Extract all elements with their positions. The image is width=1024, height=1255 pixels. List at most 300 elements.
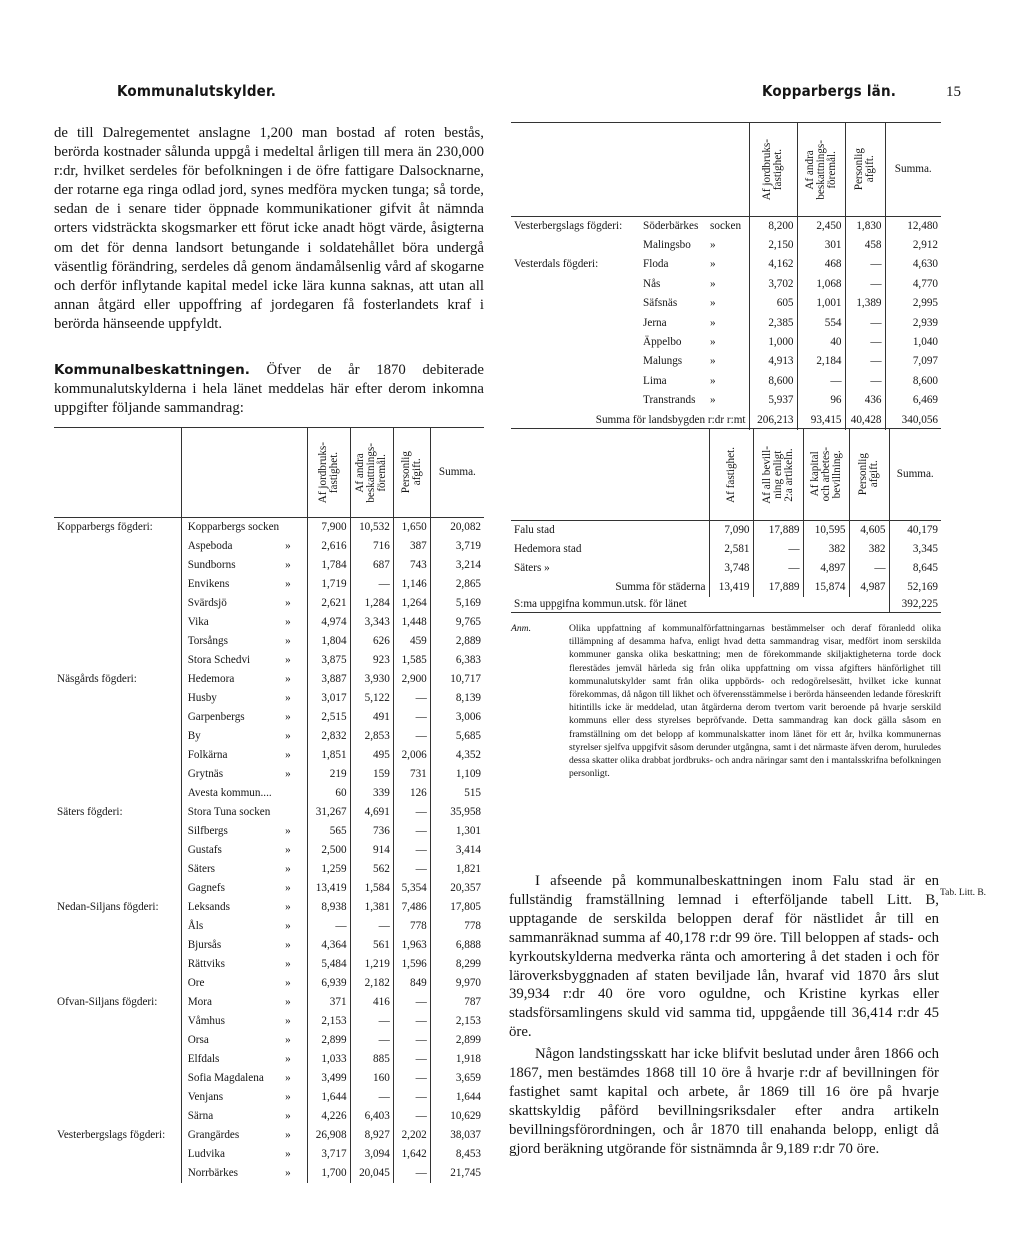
ditto-cell: » xyxy=(285,957,291,970)
place-cell: Stora Tuna socken xyxy=(181,803,282,822)
value-cell: 2,515 xyxy=(307,708,350,727)
value-cell: 1,000 xyxy=(749,333,797,352)
district-cell xyxy=(54,708,181,727)
value-cell: 6,403 xyxy=(350,1107,393,1126)
table-row xyxy=(511,236,941,255)
place-cell: Leksands xyxy=(181,898,282,917)
district-cell xyxy=(511,391,637,410)
value-cell: 1,109 xyxy=(430,765,484,784)
value-cell: 4,352 xyxy=(430,746,484,765)
value-cell: 8,200 xyxy=(749,217,797,236)
place-cell: Bjursås xyxy=(181,936,282,955)
value-cell: — xyxy=(845,275,885,294)
table-row xyxy=(511,313,941,332)
ditto-cell: » xyxy=(285,710,291,723)
value-cell: 8,645 xyxy=(889,559,941,578)
place-cell: Folkärna xyxy=(181,746,282,765)
district-cell: Kopparbergs fögderi: xyxy=(57,520,153,533)
district-cell xyxy=(54,556,181,575)
value-cell: 2,006 xyxy=(393,746,430,765)
ditto-cell: » xyxy=(285,1128,291,1141)
place-cell: Säters xyxy=(181,860,282,879)
value-cell: — xyxy=(393,822,430,841)
value-cell: 5,484 xyxy=(307,955,350,974)
value-cell: 159 xyxy=(350,765,393,784)
ditto-cell: » xyxy=(285,900,291,913)
table-row xyxy=(54,898,484,917)
col-header: Af andra beskattnings- föremål. xyxy=(803,139,838,200)
value-cell: 2,150 xyxy=(749,236,797,255)
value-cell: — xyxy=(393,727,430,746)
value-cell: 96 xyxy=(797,391,845,410)
value-cell: 4,897 xyxy=(803,559,849,578)
page-number: 15 xyxy=(946,84,961,100)
value-cell: 562 xyxy=(350,860,393,879)
value-cell: 8,299 xyxy=(430,955,484,974)
place-cell: Floda xyxy=(643,258,669,271)
col-header: Summa. xyxy=(885,123,941,217)
ditto-cell: » xyxy=(710,277,716,290)
value-cell: 17,889 xyxy=(753,521,803,540)
value-cell: 1,040 xyxy=(885,333,941,352)
value-cell: 687 xyxy=(350,556,393,575)
place-cell: Malingsbo xyxy=(643,239,691,252)
total-cell: 40,428 xyxy=(845,410,885,430)
value-cell: 1,918 xyxy=(430,1050,484,1069)
table-row xyxy=(511,540,941,559)
value-cell: 2,621 xyxy=(307,594,350,613)
value-cell: 7,090 xyxy=(709,521,753,540)
district-cell xyxy=(54,1031,181,1050)
value-cell: 605 xyxy=(749,294,797,313)
value-cell: 2,184 xyxy=(797,352,845,371)
place-cell: Torsångs xyxy=(181,632,282,651)
value-cell: — xyxy=(393,708,430,727)
table-row xyxy=(54,651,484,670)
value-cell: — xyxy=(393,1012,430,1031)
running-header-left: Kommunalutskylder. xyxy=(117,82,277,100)
place-cell: Säfsnäs xyxy=(643,297,678,310)
value-cell: 495 xyxy=(350,746,393,765)
subtotal-cell: 17,889 xyxy=(753,578,803,597)
table-row xyxy=(54,537,484,556)
place-cell: Hedemora stad xyxy=(514,542,582,555)
ditto-cell: » xyxy=(285,558,291,571)
district-cell xyxy=(54,1050,181,1069)
value-cell: 4,226 xyxy=(307,1107,350,1126)
subtotal-cell: 4,987 xyxy=(849,578,889,597)
district-cell xyxy=(54,936,181,955)
col-header: Af all bevill- ning enligt 2:a artikeln. xyxy=(760,445,795,504)
municipal-tax-table-cont xyxy=(511,122,941,430)
district-cell xyxy=(54,1069,181,1088)
right-paragraph-2: Någon landstingsskatt har icke blifvit beslutad under åren 1866 och 1867, men bestämdes 1868 till 10 öre å hvarje r:dr af bevillningen för fastighet samt kapital och arbete, år 1869 till 16 öre på hvarje skattskyldig påförd bevillningsriksdaler efter andra artikeln bevillningsförordningen, och år 1870 till enahanda belopp, enligt då gjord beräkning utgörande för sistnämnda år 9,189 r:dr 70 öre. xyxy=(509,1046,939,1157)
ditto-cell: » xyxy=(285,824,291,837)
place-cell: Falu stad xyxy=(514,523,555,536)
value-cell: — xyxy=(393,841,430,860)
ditto-cell: » xyxy=(285,862,291,875)
value-cell: — xyxy=(393,1107,430,1126)
value-cell: 459 xyxy=(393,632,430,651)
place-cell: Rättviks xyxy=(181,955,282,974)
value-cell: 1,719 xyxy=(307,575,350,594)
table-row xyxy=(54,746,484,765)
table-row xyxy=(54,1069,484,1088)
grand-total-label: S:ma uppgifna kommun.utsk. för länet xyxy=(514,597,687,610)
ditto-cell: » xyxy=(285,976,291,989)
section-text: Öfver de år 1870 debiterade kommunalutskylderna i hela länet meddelas här efter derom inkomna uppgifter följande sammandrag: xyxy=(54,362,484,417)
value-cell: — xyxy=(393,1031,430,1050)
value-cell: 1,301 xyxy=(430,822,484,841)
ditto-cell: » xyxy=(285,577,291,590)
value-cell: — xyxy=(393,689,430,708)
ditto-cell: » xyxy=(285,1109,291,1122)
value-cell: 1,851 xyxy=(307,746,350,765)
ditto-cell: » xyxy=(285,1147,291,1160)
table-row xyxy=(54,556,484,575)
value-cell: 38,037 xyxy=(430,1126,484,1145)
value-cell: 3,094 xyxy=(350,1145,393,1164)
district-cell xyxy=(54,746,181,765)
value-cell: 3,499 xyxy=(307,1069,350,1088)
value-cell: 12,480 xyxy=(885,217,941,236)
district-cell xyxy=(511,275,637,294)
value-cell: 40,179 xyxy=(889,521,941,540)
value-cell: 3,659 xyxy=(430,1069,484,1088)
subtotal-cell: 15,874 xyxy=(803,578,849,597)
district-cell xyxy=(54,974,181,993)
place-cell: Ore xyxy=(181,974,282,993)
subtotal-cell: 52,169 xyxy=(889,578,941,597)
value-cell: 5,937 xyxy=(749,391,797,410)
district-cell xyxy=(54,594,181,613)
place-cell: Särna xyxy=(181,1107,282,1126)
district-cell xyxy=(54,727,181,746)
value-cell: 3,343 xyxy=(350,613,393,632)
value-cell: 4,691 xyxy=(350,803,393,822)
section-heading: Kommunalbeskattningen. xyxy=(54,362,250,378)
value-cell: — xyxy=(393,1164,430,1183)
table-row xyxy=(511,275,941,294)
value-cell: 736 xyxy=(350,822,393,841)
value-cell: 778 xyxy=(393,917,430,936)
value-cell: 565 xyxy=(307,822,350,841)
value-cell: 3,875 xyxy=(307,651,350,670)
table-row xyxy=(54,955,484,974)
col-header: Summa. xyxy=(889,429,941,521)
value-cell: 382 xyxy=(803,540,849,559)
table-row xyxy=(54,708,484,727)
value-cell: 6,939 xyxy=(307,974,350,993)
value-cell: 1,068 xyxy=(797,275,845,294)
value-cell: 2,153 xyxy=(430,1012,484,1031)
value-cell: 416 xyxy=(350,993,393,1012)
district-cell: Vesterbergslags fögderi: xyxy=(514,219,623,232)
value-cell: 436 xyxy=(845,391,885,410)
value-cell: 31,267 xyxy=(307,803,350,822)
value-cell: 3,887 xyxy=(307,670,350,689)
value-cell: 4,974 xyxy=(307,613,350,632)
side-note: Tab. Litt. B. xyxy=(940,888,987,898)
col-header: Personlig afgift. xyxy=(399,451,423,494)
place-cell: Jerna xyxy=(643,316,667,329)
value-cell: — xyxy=(350,575,393,594)
ditto-cell: » xyxy=(285,1071,291,1084)
ditto-cell: socken xyxy=(710,219,742,232)
value-cell: 491 xyxy=(350,708,393,727)
value-cell: 20,082 xyxy=(430,518,484,537)
table-row xyxy=(54,670,484,689)
district-cell xyxy=(511,236,637,255)
value-cell: 2,899 xyxy=(307,1031,350,1050)
value-cell: 1,219 xyxy=(350,955,393,974)
running-header-right: Kopparbergs län. xyxy=(762,82,897,100)
col-header: Af andra beskattnings- föremål. xyxy=(354,442,389,503)
place-cell: Sofia Magdalena xyxy=(181,1069,282,1088)
value-cell: 387 xyxy=(393,537,430,556)
table-row xyxy=(54,765,484,784)
value-cell: 4,913 xyxy=(749,352,797,371)
district-cell xyxy=(54,784,181,803)
place-cell: Envikens xyxy=(181,575,282,594)
value-cell: 778 xyxy=(430,917,484,936)
value-cell: 1,650 xyxy=(393,518,430,537)
value-cell: 26,908 xyxy=(307,1126,350,1145)
value-cell: 3,717 xyxy=(307,1145,350,1164)
place-cell: Vika xyxy=(181,613,282,632)
total-label: Summa för landsbygden r:dr r:mt xyxy=(595,413,746,426)
value-cell: 5,685 xyxy=(430,727,484,746)
value-cell: 1,381 xyxy=(350,898,393,917)
district-cell xyxy=(54,917,181,936)
value-cell: 716 xyxy=(350,537,393,556)
table-row xyxy=(54,1145,484,1164)
value-cell: 923 xyxy=(350,651,393,670)
ditto-cell: » xyxy=(285,596,291,609)
ditto-cell xyxy=(282,803,307,822)
ditto-cell: » xyxy=(285,691,291,704)
table-row xyxy=(54,803,484,822)
table-row xyxy=(54,1164,484,1183)
district-cell xyxy=(54,1012,181,1031)
table-row xyxy=(54,879,484,898)
value-cell: 1,596 xyxy=(393,955,430,974)
table-row xyxy=(54,917,484,936)
value-cell: 1,389 xyxy=(845,294,885,313)
value-cell: 3,017 xyxy=(307,689,350,708)
value-cell: 3,414 xyxy=(430,841,484,860)
value-cell: 458 xyxy=(845,236,885,255)
value-cell: 20,045 xyxy=(350,1164,393,1183)
place-cell: Gustafs xyxy=(181,841,282,860)
value-cell: 4,770 xyxy=(885,275,941,294)
ditto-cell: » xyxy=(285,653,291,666)
place-cell: Mora xyxy=(181,993,282,1012)
ditto-cell xyxy=(282,784,307,803)
value-cell: 561 xyxy=(350,936,393,955)
value-cell: 2,912 xyxy=(885,236,941,255)
district-cell: Näsgårds fögderi: xyxy=(57,672,137,685)
ditto-cell: » xyxy=(285,748,291,761)
value-cell: 10,717 xyxy=(430,670,484,689)
value-cell: 2,202 xyxy=(393,1126,430,1145)
value-cell: 35,958 xyxy=(430,803,484,822)
table-row xyxy=(54,1126,484,1145)
value-cell: 1,821 xyxy=(430,860,484,879)
value-cell: 382 xyxy=(849,540,889,559)
district-cell: Vesterdals fögderi: xyxy=(514,258,599,271)
table-row xyxy=(54,727,484,746)
value-cell: 4,630 xyxy=(885,255,941,274)
table-row xyxy=(54,993,484,1012)
value-cell: — xyxy=(849,559,889,578)
district-cell xyxy=(54,879,181,898)
value-cell: 7,486 xyxy=(393,898,430,917)
value-cell: 5,354 xyxy=(393,879,430,898)
col-header: Af fastighet. xyxy=(724,446,737,503)
value-cell: 4,162 xyxy=(749,255,797,274)
table-row xyxy=(511,255,941,274)
district-cell xyxy=(54,651,181,670)
table-row xyxy=(54,689,484,708)
value-cell: 9,970 xyxy=(430,974,484,993)
value-cell: 1,448 xyxy=(393,613,430,632)
table-row xyxy=(511,372,941,391)
value-cell: — xyxy=(393,803,430,822)
value-cell: 21,745 xyxy=(430,1164,484,1183)
table-row xyxy=(511,391,941,410)
ditto-cell: » xyxy=(710,355,716,368)
subtotal-cell: 13,419 xyxy=(709,578,753,597)
district-cell xyxy=(54,1088,181,1107)
ditto-cell: » xyxy=(285,919,291,932)
value-cell: 126 xyxy=(393,784,430,803)
ditto-cell: » xyxy=(285,615,291,628)
value-cell: 4,605 xyxy=(849,521,889,540)
city-tax-table xyxy=(511,428,941,613)
value-cell: 1,146 xyxy=(393,575,430,594)
district-cell xyxy=(54,575,181,594)
value-cell: 9,765 xyxy=(430,613,484,632)
value-cell: 6,888 xyxy=(430,936,484,955)
col-header: Summa. xyxy=(430,428,484,518)
table-row xyxy=(54,1031,484,1050)
value-cell: — xyxy=(393,1088,430,1107)
value-cell: — xyxy=(393,860,430,879)
value-cell: 8,453 xyxy=(430,1145,484,1164)
value-cell: — xyxy=(350,917,393,936)
intro-paragraph: de till Dalregementet anslagne 1,200 man bostad af roten bestås, berörda kostnader sålunda uppgå i medeltal årligen till mera än 230,000 r:dr, hvilket serdeles för befolkningen i de öfre fattigare Dalsocknarne, der rotarne ega ringa odlad jord, synes medföra mycken tunga; så torde, sedan de i senare tider öppnade kommunikationer gifvit åt nämnda orters vidsträckta skogsmarker ett förut icke anadt högt värde, åsigterna om det för denna landsort betungande i soldatehållet böra undergå väsentlig förändring, serdeles då genom ändamålsenlig vård af skogarne och derför inflytande kapital medel icke lära kunna saknas, att utan all annan åtgärd eller uppoffring af jordegaren få fosterlandets kraf i berörda hänseende uppfyldt. xyxy=(54,125,484,332)
value-cell: 1,001 xyxy=(797,294,845,313)
place-cell: Gagnefs xyxy=(181,879,282,898)
ditto-cell: » xyxy=(710,336,716,349)
district-cell xyxy=(511,372,637,391)
place-cell: Elfdals xyxy=(181,1050,282,1069)
place-cell: Garpenbergs xyxy=(181,708,282,727)
value-cell: 787 xyxy=(430,993,484,1012)
value-cell: — xyxy=(845,352,885,371)
value-cell: 849 xyxy=(393,974,430,993)
table-row xyxy=(54,1107,484,1126)
value-cell: 1,830 xyxy=(845,217,885,236)
value-cell: 1,700 xyxy=(307,1164,350,1183)
value-cell: 2,450 xyxy=(797,217,845,236)
value-cell: 219 xyxy=(307,765,350,784)
value-cell: 2,865 xyxy=(430,575,484,594)
place-cell: Äppelbo xyxy=(643,336,682,349)
value-cell: 1,284 xyxy=(350,594,393,613)
district-cell xyxy=(511,352,637,371)
district-cell: Säters fögderi: xyxy=(57,805,123,818)
district-cell: Ofvan-Siljans fögderi: xyxy=(57,995,158,1008)
value-cell: 743 xyxy=(393,556,430,575)
table-row xyxy=(54,841,484,860)
value-cell: 5,169 xyxy=(430,594,484,613)
value-cell: 5,122 xyxy=(350,689,393,708)
value-cell: 2,853 xyxy=(350,727,393,746)
subtotal-label: Summa för städerna xyxy=(615,580,706,593)
value-cell: 885 xyxy=(350,1050,393,1069)
value-cell: 1,784 xyxy=(307,556,350,575)
value-cell: 10,595 xyxy=(803,521,849,540)
ditto-cell: » xyxy=(285,995,291,1008)
col-header: Personlig afgift. xyxy=(853,148,876,191)
table-row xyxy=(54,974,484,993)
ditto-cell: » xyxy=(710,258,716,271)
ditto-cell: » xyxy=(285,1166,291,1179)
place-cell: Transtrands xyxy=(643,394,696,407)
table-row xyxy=(511,217,941,236)
ditto-cell: » xyxy=(710,374,716,387)
value-cell: 2,900 xyxy=(393,670,430,689)
place-cell: Husby xyxy=(181,689,282,708)
value-cell: 1,804 xyxy=(307,632,350,651)
value-cell: — xyxy=(753,540,803,559)
ditto-cell: » xyxy=(710,297,716,310)
footnote-label: Anm. xyxy=(511,623,531,634)
place-cell: Åls xyxy=(181,917,282,936)
value-cell: 8,600 xyxy=(885,372,941,391)
value-cell: 7,097 xyxy=(885,352,941,371)
district-cell xyxy=(54,841,181,860)
place-cell: Avesta kommun.... xyxy=(181,784,282,803)
place-cell: Malungs xyxy=(643,355,683,368)
place-cell: By xyxy=(181,727,282,746)
district-cell xyxy=(54,632,181,651)
value-cell: — xyxy=(845,372,885,391)
place-cell: Våmhus xyxy=(181,1012,282,1031)
district-cell xyxy=(54,1145,181,1164)
value-cell: 2,500 xyxy=(307,841,350,860)
section-paragraph xyxy=(54,361,484,418)
district-cell: Vesterbergslags fögderi: xyxy=(57,1128,166,1141)
value-cell: — xyxy=(753,559,803,578)
total-cell: 93,415 xyxy=(797,410,845,430)
district-cell xyxy=(511,294,637,313)
place-cell: Söderbärkes xyxy=(643,219,699,232)
place-cell: Nås xyxy=(643,277,661,290)
table-row xyxy=(54,784,484,803)
value-cell: 339 xyxy=(350,784,393,803)
ditto-cell: » xyxy=(285,1014,291,1027)
value-cell: — xyxy=(393,993,430,1012)
place-cell: Kopparbergs socken xyxy=(181,518,282,537)
grand-total-cell: 392,225 xyxy=(889,597,941,613)
table-row xyxy=(54,1012,484,1031)
col-header: Personlig afgift. xyxy=(857,453,880,496)
value-cell: 8,938 xyxy=(307,898,350,917)
place-cell: Säters » xyxy=(514,561,550,574)
